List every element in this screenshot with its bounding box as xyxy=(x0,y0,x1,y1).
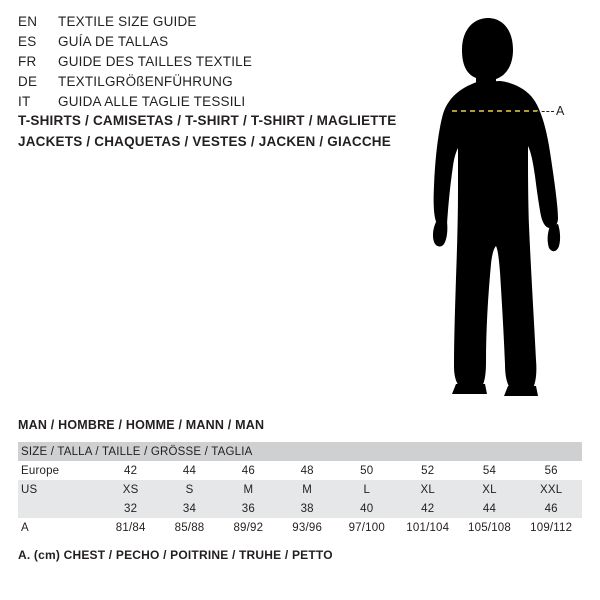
body-silhouette xyxy=(400,10,600,410)
measure-leader-line xyxy=(537,111,554,113)
table-cell: 32 xyxy=(101,499,160,518)
table-row xyxy=(18,461,582,480)
row-label: US xyxy=(18,480,101,499)
table-cell: 34 xyxy=(160,499,219,518)
table-cell: 109/112 xyxy=(520,518,582,537)
language-row xyxy=(18,54,398,74)
language-text: GUÍA DE TALLAS xyxy=(58,34,169,49)
table-cell: XL xyxy=(397,480,459,499)
table-cell: 44 xyxy=(459,499,521,518)
row-label: A xyxy=(18,518,101,537)
language-text: TEXTILGRÖßENFÜHRUNG xyxy=(58,74,233,89)
language-text: GUIDA ALLE TAGLIE TESSILI xyxy=(58,94,246,109)
table-row xyxy=(18,480,582,499)
table-cell: S xyxy=(160,480,219,499)
table-cell: L xyxy=(337,480,397,499)
table-cell: XXL xyxy=(520,480,582,499)
language-code: ES xyxy=(18,34,37,49)
table-section-title: MAN / HOMBRE / HOMME / MANN / MAN xyxy=(18,418,265,432)
table-cell: 89/92 xyxy=(219,518,278,537)
table-footnote: A. (cm) CHEST / PECHO / POITRINE / TRUHE / PETTO xyxy=(18,548,333,562)
table-cell: 101/104 xyxy=(397,518,459,537)
table-cell: 85/88 xyxy=(160,518,219,537)
table-cell: M xyxy=(278,480,337,499)
row-label: Europe xyxy=(18,461,101,480)
language-code: DE xyxy=(18,74,38,89)
table-cell: 56 xyxy=(520,461,582,480)
measure-label-a: A xyxy=(556,104,565,118)
language-row xyxy=(18,34,398,54)
language-code: EN xyxy=(18,14,38,29)
language-code: FR xyxy=(18,54,37,69)
table-cell: 50 xyxy=(337,461,397,480)
language-list xyxy=(18,14,398,114)
table-cell: 93/96 xyxy=(278,518,337,537)
table-header-row xyxy=(18,442,582,461)
table-cell: 42 xyxy=(101,461,160,480)
language-row xyxy=(18,14,398,34)
category-tshirts: T-SHIRTS / CAMISETAS / T-SHIRT / T-SHIRT / MAGLIETTE xyxy=(18,113,397,128)
language-row xyxy=(18,74,398,94)
table-cell: XL xyxy=(459,480,521,499)
row-label xyxy=(18,499,101,518)
language-text: GUIDE DES TAILLES TEXTILE xyxy=(58,54,253,69)
table-cell: 97/100 xyxy=(337,518,397,537)
table-cell: 54 xyxy=(459,461,521,480)
language-code: IT xyxy=(18,94,31,109)
category-jackets: JACKETS / CHAQUETAS / VESTES / JACKEN / GIACCHE xyxy=(18,134,391,149)
table-cell: 42 xyxy=(397,499,459,518)
table-header-label: SIZE / TALLA / TAILLE / GRÖSSE / TAGLIA xyxy=(18,442,582,461)
language-text: TEXTILE SIZE GUIDE xyxy=(58,14,197,29)
table-cell: 46 xyxy=(520,499,582,518)
table-cell: 52 xyxy=(397,461,459,480)
table-cell: 48 xyxy=(278,461,337,480)
table-cell: 38 xyxy=(278,499,337,518)
table-cell: 105/108 xyxy=(459,518,521,537)
table-cell: XS xyxy=(101,480,160,499)
size-table xyxy=(18,442,582,537)
table-cell: 81/84 xyxy=(101,518,160,537)
table-row xyxy=(18,518,582,537)
table-cell: 46 xyxy=(219,461,278,480)
table-cell: M xyxy=(219,480,278,499)
table-cell: 44 xyxy=(160,461,219,480)
table-row xyxy=(18,499,582,518)
category-headings xyxy=(18,110,438,152)
table-cell: 40 xyxy=(337,499,397,518)
table-cell: 36 xyxy=(219,499,278,518)
